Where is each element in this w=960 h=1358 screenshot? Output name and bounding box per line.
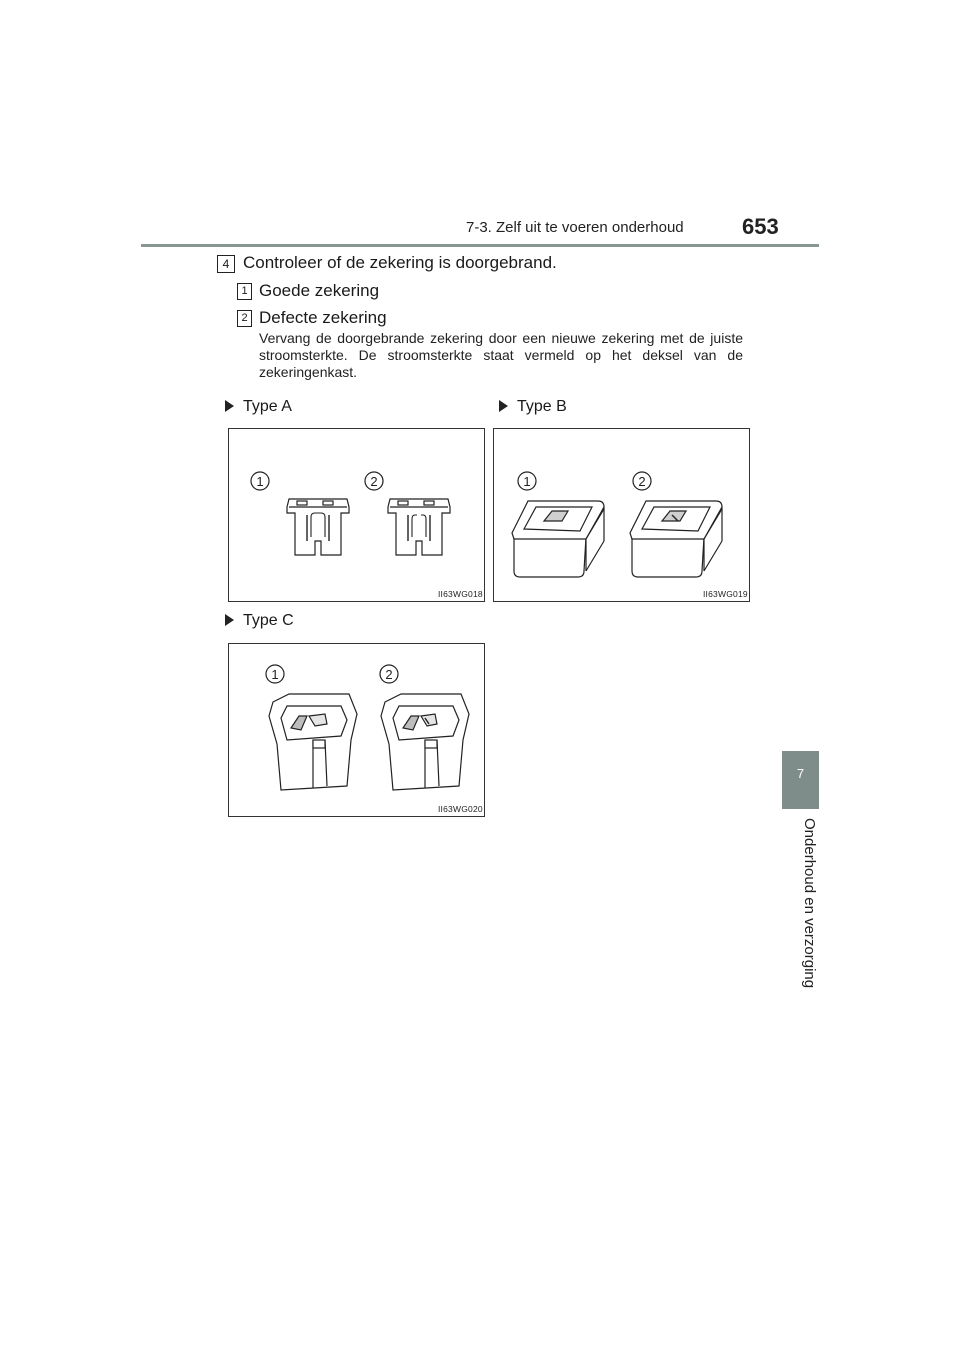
blown-fuse-c-drawing [381, 694, 469, 790]
figure-type-b [493, 428, 750, 602]
figure-type-c [228, 643, 485, 817]
type-c-heading [225, 612, 294, 630]
good-fuse-drawing [287, 499, 349, 555]
good-fuse-c-drawing [269, 694, 357, 790]
figure-code-b: II63WG019 [703, 589, 748, 599]
triangle-bullet-icon [225, 614, 234, 626]
triangle-bullet-icon [225, 400, 234, 412]
instruction-paragraph: Vervang de doorgebrande zekering door een nieuwe zekering met de juiste stroomsterkte. De stroomsterkte staat vermeld op het deksel van de zekeringenkast. [259, 330, 743, 380]
header-divider [141, 244, 819, 247]
triangle-bullet-icon [499, 400, 508, 412]
item-number-2: 2 [237, 310, 252, 327]
figure-code-c: II63WG020 [438, 804, 483, 814]
fig-c-label-1: 1 [271, 667, 279, 682]
step-text: Controleer of de zekering is doorgebrand. [243, 253, 557, 272]
blown-fuse-drawing [388, 499, 450, 555]
fig-b-label-2: 2 [638, 474, 646, 489]
type-b-heading [499, 398, 567, 416]
chapter-title: Onderhoud en verzorging [801, 818, 818, 989]
item-number-1: 1 [237, 283, 252, 300]
section-title: 7-3. Zelf uit te voeren onderhoud [466, 219, 684, 236]
item-label-good-fuse: Goede zekering [259, 281, 380, 300]
type-a-fuses-drawing [229, 429, 485, 602]
type-a-label: Type A [243, 398, 292, 415]
page-number: 653 [742, 214, 779, 239]
fig-b-label-1: 1 [523, 474, 531, 489]
step-number-box: 4 [217, 255, 235, 273]
blown-fuse-b-drawing [630, 501, 722, 577]
type-b-fuses-drawing [494, 429, 750, 602]
fig-a-label-2: 2 [370, 474, 378, 489]
type-a-heading [225, 398, 292, 416]
chapter-number: 7 [796, 766, 805, 781]
type-b-label: Type B [517, 398, 567, 415]
type-c-fuses-drawing [229, 644, 485, 817]
item-label-blown-fuse: Defecte zekering [259, 308, 387, 327]
figure-code-a: II63WG018 [438, 589, 483, 599]
fig-a-label-1: 1 [256, 474, 264, 489]
type-c-label: Type C [243, 612, 294, 629]
figure-type-a [228, 428, 485, 602]
fig-c-label-2: 2 [385, 667, 393, 682]
good-fuse-b-drawing [512, 501, 604, 577]
